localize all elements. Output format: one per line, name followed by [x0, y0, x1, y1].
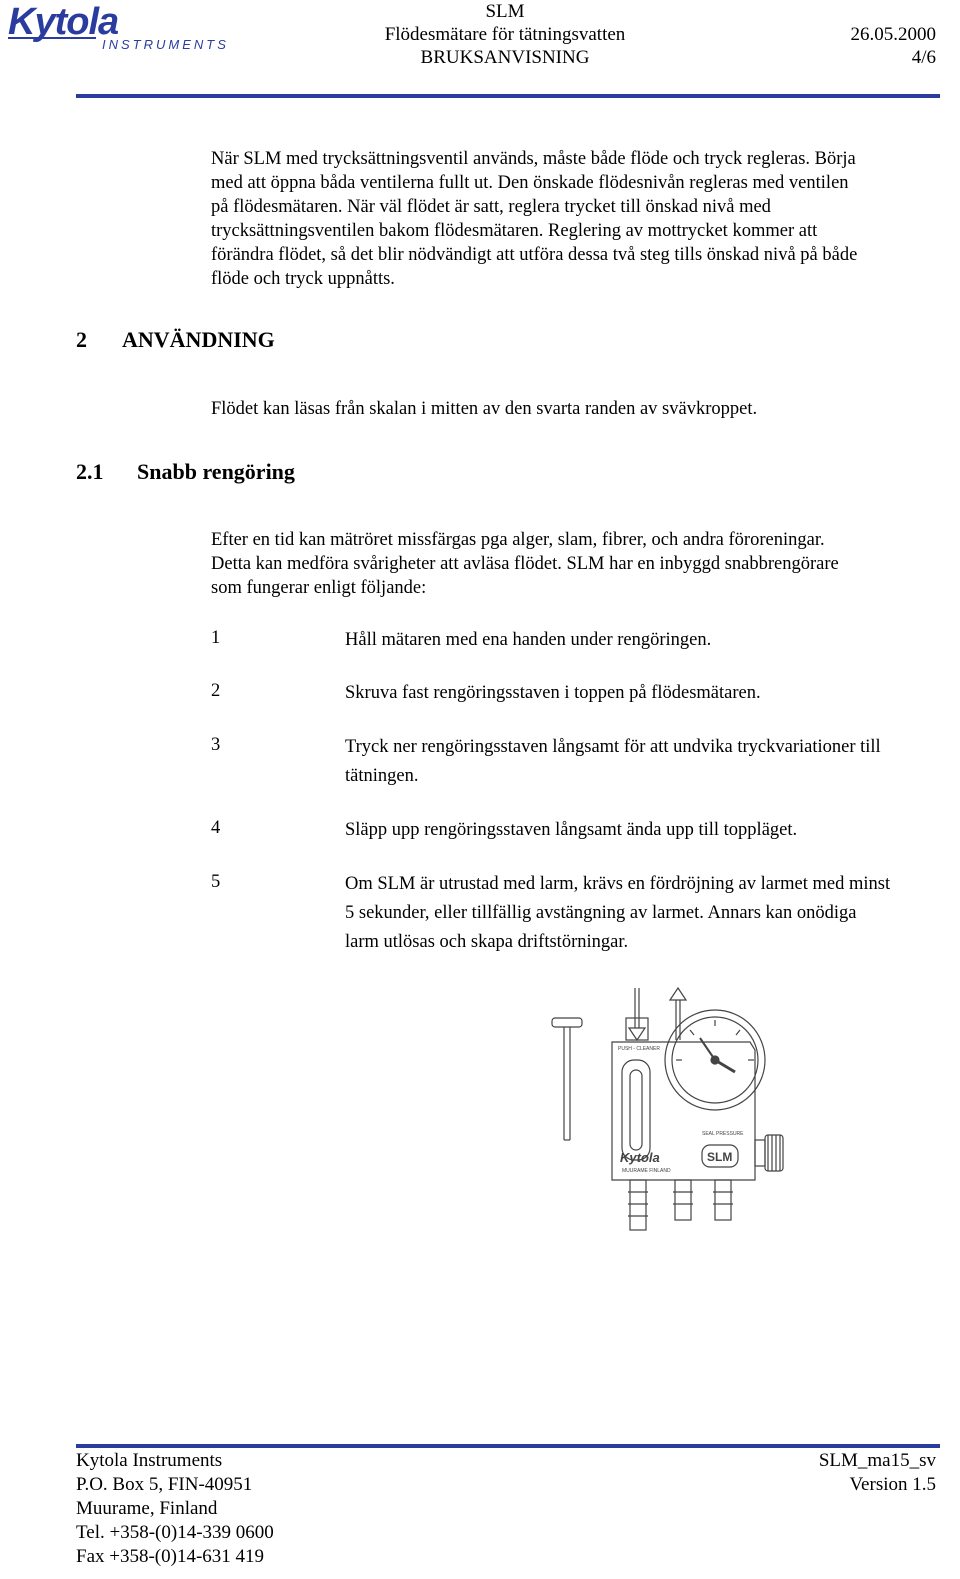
intro-line-1: När SLM med trycksättningsventil används, måste både flöde och tryck regleras. Börja	[211, 149, 856, 169]
label-origin: MUURAME FINLAND	[622, 1168, 671, 1174]
step-3-text	[345, 733, 945, 791]
section-21-line-1: Efter en tid kan mätröret missfärgas pga alger, slam, fibrer, och andra föroreningar.	[211, 530, 825, 550]
step-3-line-2: tätningen.	[345, 766, 419, 786]
label-brand: Kytola	[620, 1150, 660, 1165]
intro-line-3: på flödesmätaren. När väl flödet är satt, reglera trycket till önskad nivå med	[211, 197, 771, 217]
pressure-gauge	[665, 1010, 765, 1110]
step-1-line-1: Håll mätaren med ena handen under rengöringen.	[345, 630, 712, 650]
footer-doc-id: SLM_ma15_sv	[818, 1450, 936, 1471]
footer-rule	[76, 1444, 940, 1448]
footer-box: P.O. Box 5, FIN-40951	[76, 1474, 253, 1495]
step-4-text	[345, 816, 945, 845]
header-page: 4/6	[911, 47, 936, 68]
step-5-line-3: larm utlösas och skapa driftstörningar.	[345, 932, 629, 952]
step-2-text	[345, 679, 945, 708]
step-2-line-1: Skruva fast rengöringsstaven i toppen på flödesmätaren.	[345, 683, 761, 703]
step-3-number: 3	[211, 735, 221, 755]
up-arrow-icon	[670, 988, 686, 1040]
step-5-number: 5	[211, 872, 221, 892]
footer-tel: Tel. +358-(0)14-339 0600	[76, 1522, 274, 1543]
pressure-valve-knob	[755, 1135, 783, 1171]
label-seal-pressure: SEAL PRESSURE	[702, 1131, 744, 1137]
header-title: Flödesmätare för tätningsvatten	[384, 24, 626, 45]
step-1-text	[345, 626, 945, 655]
step-4-line-1: Släpp upp rengöringsstaven långsamt ända upp till toppläget.	[345, 820, 798, 840]
header-product: SLM	[485, 1, 525, 22]
section-21-line-2: Detta kan medföra svårigheter att avläsa flödet. SLM har en inbyggd snabbrengörare	[211, 554, 839, 574]
step-4-number: 4	[211, 818, 221, 838]
intro-line-5: förändra flödet, så det blir nödvändigt att utföra dessa två steg tills önskad nivå på både	[211, 245, 858, 265]
logo-sub: INSTRUMENTS	[102, 37, 229, 52]
step-3-line-1: Tryck ner rengöringsstaven långsamt för att undvika tryckvariationer till	[345, 737, 881, 757]
header-rule	[76, 94, 940, 98]
section-2-number: 2	[76, 327, 87, 352]
section-2-title: ANVÄNDNING	[122, 327, 275, 352]
step-2-number: 2	[211, 681, 221, 701]
hose-fittings	[628, 1180, 733, 1230]
step-1-number: 1	[211, 628, 221, 648]
section-2-text: Flödet kan läsas från skalan i mitten av den svarta randen av svävkroppet.	[211, 399, 758, 419]
footer-version: Version 1.5	[849, 1474, 936, 1495]
intro-line-4: trycksättningsventilen bakom flödesmätaren. Reglering av mottrycket kommer att	[211, 221, 818, 241]
kytola-logo	[6, 2, 238, 54]
header-date: 26.05.2000	[850, 24, 936, 45]
step-5-text	[345, 870, 945, 957]
footer-city: Muurame, Finland	[76, 1498, 218, 1519]
section-21-title: Snabb rengöring	[137, 459, 295, 484]
slm-device-figure	[540, 980, 790, 1280]
down-arrow-icon	[629, 988, 645, 1040]
header-manual: BRUKSANVISNING	[420, 47, 590, 68]
step-5-line-1: Om SLM är utrustad med larm, krävs en fördröjning av larmet med minst	[345, 874, 891, 894]
label-slm: SLM	[707, 1150, 733, 1164]
intro-line-6: flöde och tryck uppnåtts.	[211, 269, 395, 289]
step-5-line-2: 5 sekunder, eller tillfällig avstängning av larmet. Annars kan onödiga	[345, 903, 857, 923]
logo-name: Kytola	[8, 2, 119, 43]
footer-company: Kytola Instruments	[76, 1450, 223, 1471]
intro-line-2: med att öppna båda ventilerna fullt ut. Den önskade flödesnivån regleras med ventilen	[211, 173, 849, 193]
cleaning-rod	[552, 1018, 582, 1140]
footer-fax: Fax +358-(0)14-631 419	[76, 1546, 265, 1567]
section-21-line-3: som fungerar enligt följande:	[211, 578, 427, 598]
label-push-cleaner: PUSH - CLEANER	[618, 1046, 660, 1052]
section-21-number: 2.1	[76, 459, 104, 484]
